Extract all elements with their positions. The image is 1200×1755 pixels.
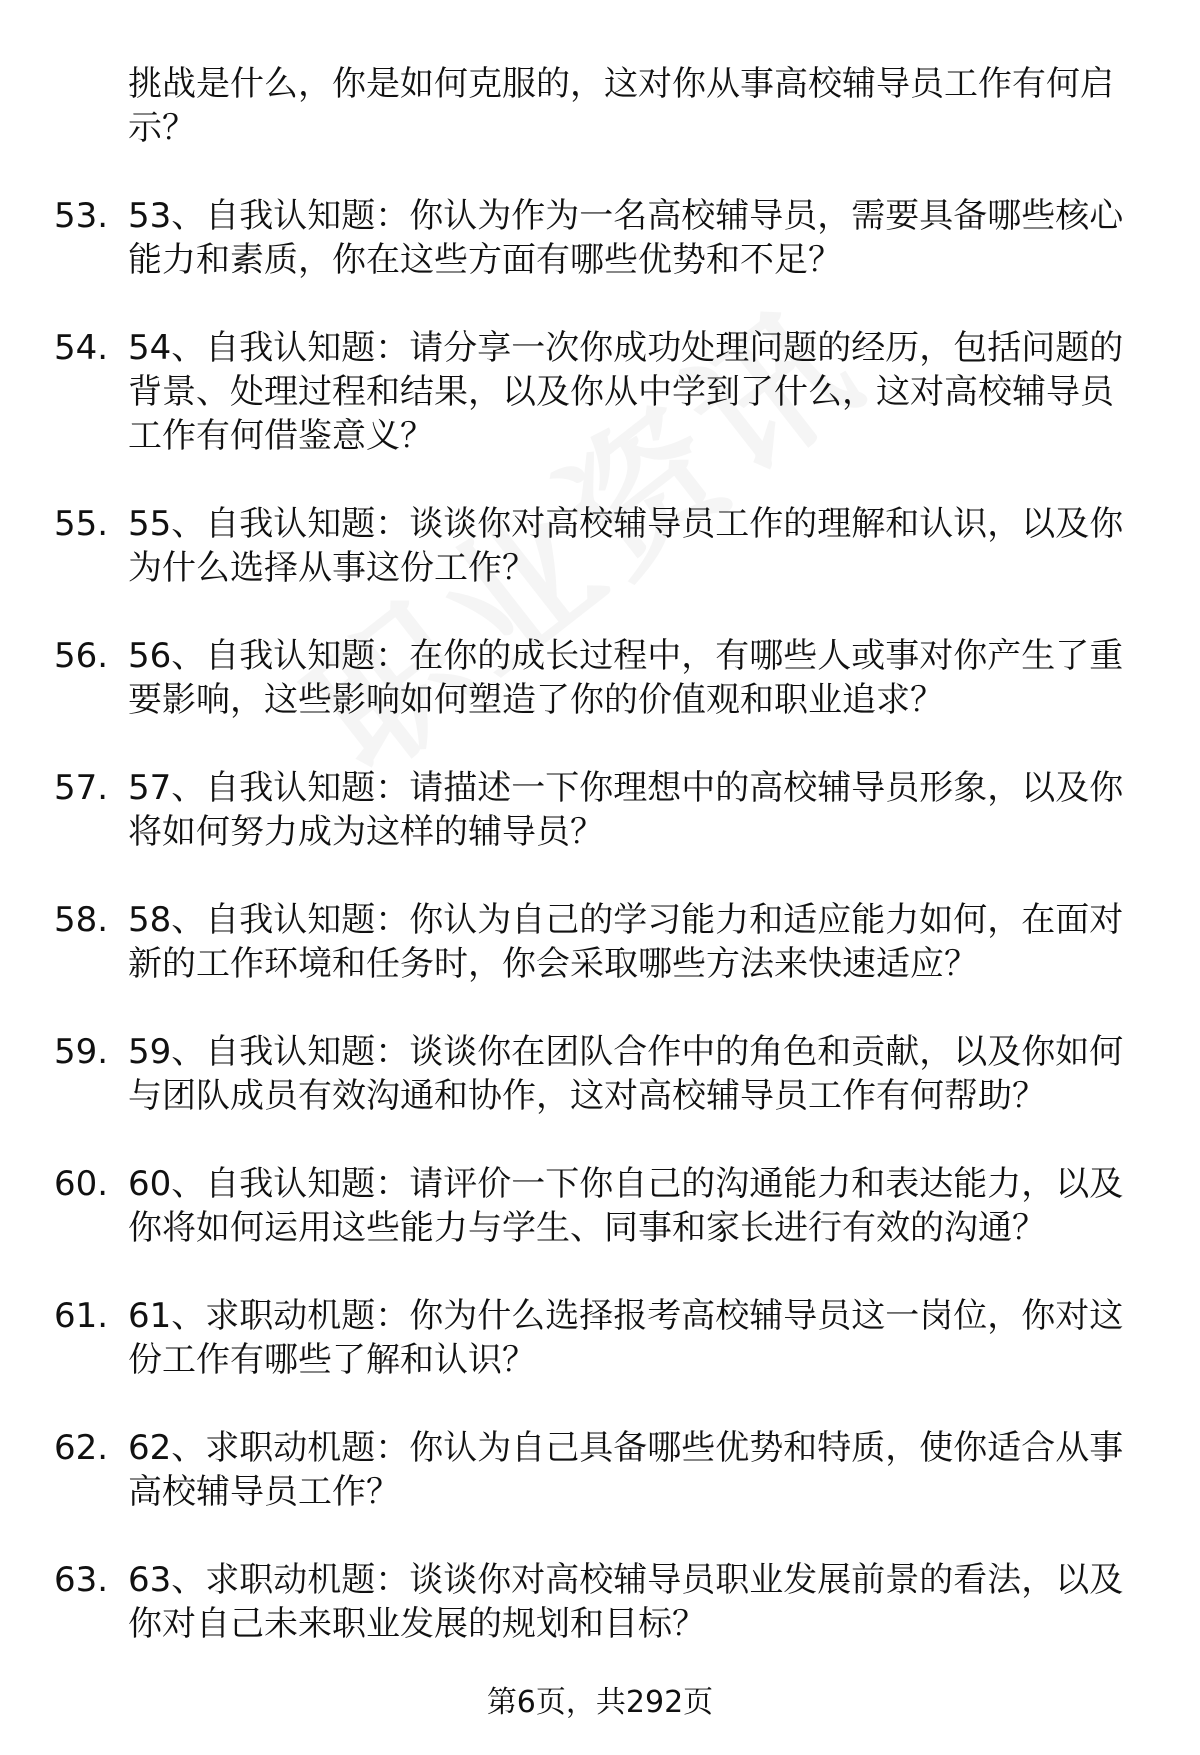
question-number: 63.: [54, 1560, 109, 1600]
question-item-63: [0, 1558, 1200, 1646]
question-item-58: [0, 898, 1200, 986]
question-text: 61、求职动机题：你为什么选择报考高校辅导员这一岗位，你对这份工作有哪些了解和认识？: [128, 1296, 1124, 1380]
question-item-62: [0, 1426, 1200, 1514]
question-item-56: [0, 634, 1200, 722]
question-text: 54、自我认知题：请分享一次你成功处理问题的经历，包括问题的背景、处理过程和结果，以及你从中学到了什么，这对高校辅导员工作有何借鉴意义？: [128, 328, 1124, 456]
question-number: 56.: [54, 636, 109, 676]
question-item-57: [0, 766, 1200, 854]
question-item-60: [0, 1162, 1200, 1250]
continuation-text: 挑战是什么，你是如何克服的，这对你从事高校辅导员工作有何启示？: [128, 64, 1114, 148]
question-item-54: [0, 326, 1200, 458]
question-number: 53.: [54, 196, 109, 236]
question-number: 57.: [54, 768, 109, 808]
question-number: 60.: [54, 1164, 109, 1204]
question-text: 57、自我认知题：请描述一下你理想中的高校辅导员形象，以及你将如何努力成为这样的辅导员？: [128, 768, 1124, 852]
question-text: 56、自我认知题：在你的成长过程中，有哪些人或事对你产生了重要影响，这些影响如何塑造了你的价值观和职业追求？: [128, 636, 1124, 720]
question-number: 54.: [54, 328, 109, 368]
question-text: 63、求职动机题：谈谈你对高校辅导员职业发展前景的看法，以及你对自己未来职业发展的规划和目标？: [128, 1560, 1124, 1644]
question-text: 59、自我认知题：谈谈你在团队合作中的角色和贡献，以及你如何与团队成员有效沟通和协作，这对高校辅导员工作有何帮助？: [128, 1032, 1124, 1116]
question-text: 60、自我认知题：请评价一下你自己的沟通能力和表达能力，以及你将如何运用这些能力与学生、同事和家长进行有效的沟通？: [128, 1164, 1124, 1248]
question-text: 62、求职动机题：你认为自己具备哪些优势和特质，使你适合从事高校辅导员工作？: [128, 1428, 1124, 1512]
question-number: 59.: [54, 1032, 109, 1072]
question-number: 58.: [54, 900, 109, 940]
question-item-55: [0, 502, 1200, 590]
question-number: 55.: [54, 504, 109, 544]
question-number: 62.: [54, 1428, 109, 1468]
question-item-61: [0, 1294, 1200, 1382]
question-item-59: [0, 1030, 1200, 1118]
question-number: 61.: [54, 1296, 109, 1336]
question-item-53: [0, 194, 1200, 282]
page-footer: 第6页，共292页: [486, 1685, 714, 1720]
question-list: [0, 194, 1200, 1690]
question-text: 58、自我认知题：你认为自己的学习能力和适应能力如何，在面对新的工作环境和任务时，你会采取哪些方法来快速适应？: [128, 900, 1124, 984]
question-text: 53、自我认知题：你认为作为一名高校辅导员，需要具备哪些核心能力和素质，你在这些方面有哪些优势和不足？: [128, 196, 1124, 280]
question-text: 55、自我认知题：谈谈你对高校辅导员工作的理解和认识，以及你为什么选择从事这份工作？: [128, 504, 1124, 588]
